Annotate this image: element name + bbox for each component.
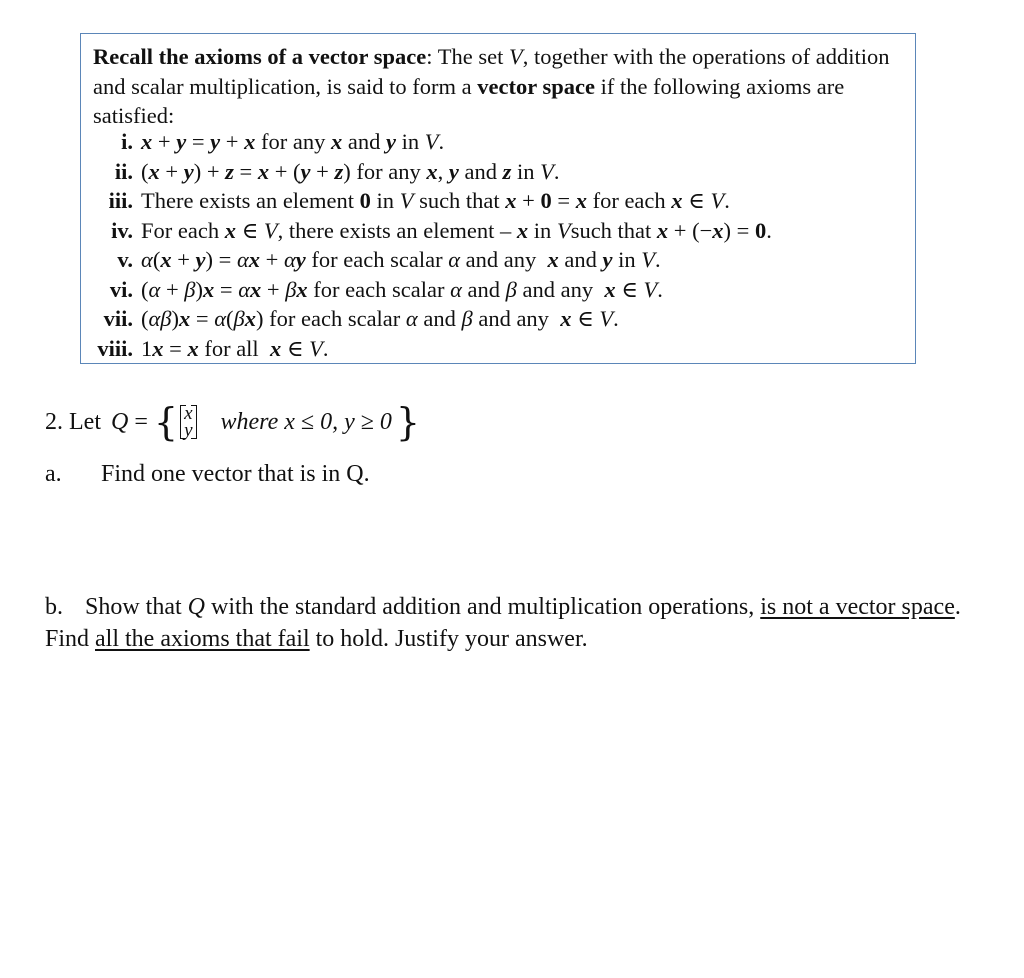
axiom-token: y: [183, 158, 194, 184]
axiom-token: for each: [586, 188, 672, 213]
axiom-token: α: [405, 306, 418, 331]
axiom-numeral: vii.: [103, 306, 133, 331]
axiom-token: ,: [437, 158, 449, 184]
axiom-token: x: [141, 129, 153, 154]
axiom-token: x: [269, 335, 282, 361]
axiom-token: x: [202, 276, 215, 302]
axiom-token: =: [214, 276, 239, 302]
axiom-text: [141, 275, 663, 305]
axiom-token: .: [613, 306, 619, 331]
axiom-token: 0: [540, 188, 552, 213]
axiom-token: y: [602, 247, 613, 272]
axiom-token: and: [417, 306, 462, 331]
axiom-token: ) =: [205, 247, 237, 272]
axiom-text: [141, 304, 619, 334]
axiom-token: and: [342, 129, 386, 154]
axiom-token: α: [448, 247, 460, 272]
axiom-token: x: [160, 247, 172, 272]
axioms-box: [80, 33, 916, 364]
axiom-token: .: [438, 129, 445, 154]
part-b-text: with the standard addition and multiplication operations,: [205, 594, 761, 620]
axiom-token: α: [148, 276, 161, 302]
set-definition: [110, 400, 421, 444]
axiom-token: V: [599, 306, 614, 331]
axiom-token: x: [296, 276, 308, 302]
axiom-token: V: [641, 247, 655, 272]
set-v: V: [508, 44, 523, 69]
axiom-token: x: [179, 306, 191, 331]
axiom-numeral: viii.: [97, 335, 133, 361]
axiom-token: in: [612, 247, 642, 272]
axiom-token: x: [250, 276, 262, 302]
axiom-token: V: [399, 188, 414, 213]
axiom-item: [81, 216, 911, 246]
axiom-token: α: [283, 247, 296, 272]
axiom-token: y: [195, 247, 206, 272]
axiom-token: .: [724, 188, 730, 213]
axiom-token: for all: [198, 335, 270, 361]
axiom-item: [81, 245, 911, 275]
intro-text: , together with the operations of addition and scalar multiplication, is said to form a: [93, 44, 890, 99]
axiom-token: For each: [141, 217, 225, 243]
axiom-token: x: [257, 158, 270, 184]
axiom-token: in: [370, 188, 400, 213]
axiom-token: and any: [460, 247, 548, 272]
axiom-numeral: v.: [117, 247, 133, 272]
part-b-q: Q: [187, 594, 206, 620]
axiom-token: and: [558, 247, 603, 272]
axiom-item: [81, 275, 911, 305]
axiom-token: =: [190, 306, 215, 331]
axiom-token: in: [528, 217, 557, 243]
axiom-token: x: [330, 129, 343, 154]
axiom-token: ): [195, 276, 203, 302]
axiom-token: V: [309, 335, 323, 361]
axiom-token: x: [575, 188, 587, 213]
axiom-token: (: [141, 306, 149, 331]
part-a-text: Find one vector that is in Q.: [101, 461, 370, 487]
axiom-token: x: [656, 217, 669, 243]
axiom-token: α: [450, 276, 462, 302]
axiom-token: y: [295, 247, 306, 272]
axiom-token: and any: [472, 306, 561, 331]
axiom-token: β: [184, 276, 196, 302]
problem-label: 2. Let: [45, 409, 101, 435]
axiom-token: ∈: [615, 276, 644, 302]
axiom-token: (: [141, 158, 149, 184]
axiom-list: [81, 127, 911, 363]
axiom-token: +: [160, 276, 185, 302]
intro-vector-space: vector space: [477, 73, 595, 99]
axiom-token: and: [461, 276, 506, 302]
axiom-item: [81, 304, 911, 334]
axiom-item: [81, 127, 911, 157]
axiom-token: V: [540, 158, 554, 184]
axiom-token: x: [244, 129, 256, 154]
axiom-token: x: [505, 188, 517, 213]
axiom-token: ) for any: [343, 158, 427, 184]
axiom-token: x: [516, 217, 529, 243]
underline-axioms-fail: all the axioms that fail: [95, 626, 310, 652]
axiom-token: ∈: [235, 217, 264, 243]
axiom-token: ∈: [571, 306, 600, 331]
axiom-item: [81, 186, 911, 216]
axiom-text: [141, 157, 560, 187]
axiom-token: ) for each scalar: [256, 306, 406, 331]
set-condition: where x ≤ 0, y ≥ 0: [220, 409, 392, 435]
axiom-token: +: [261, 276, 286, 302]
part-b: [45, 591, 1005, 655]
axiom-token: x: [244, 306, 257, 331]
axiom-token: +: [152, 129, 177, 154]
axiom-token: .: [655, 247, 661, 272]
axiom-token: =: [186, 129, 211, 154]
axiom-numeral: vi.: [109, 276, 133, 302]
axiom-token: 1: [141, 335, 153, 361]
axiom-token: y: [176, 129, 187, 154]
axiom-item: [81, 157, 911, 187]
part-b-letter: b.: [45, 594, 63, 620]
axiom-numeral: iii.: [108, 188, 133, 213]
axiom-token: y: [448, 158, 459, 184]
vector-bottom: y: [184, 420, 193, 441]
axiom-token: V: [710, 188, 725, 213]
axiom-token: αβ: [148, 306, 172, 331]
axiom-token: x: [712, 217, 724, 243]
axiom-token: + (: [269, 158, 301, 184]
axiom-token: x: [671, 188, 683, 213]
axiom-token: β: [505, 276, 517, 302]
axiom-token: ∈: [682, 188, 711, 213]
axiom-token: +: [516, 188, 541, 213]
open-brace: {: [153, 400, 179, 444]
axiom-token: +: [260, 247, 284, 272]
axiom-token: V: [263, 217, 278, 243]
close-brace: }: [395, 400, 421, 444]
intro-text: : The set: [426, 44, 509, 69]
axiom-token: x: [224, 217, 236, 243]
axiom-token: +: [159, 158, 184, 184]
axiom-token: z: [225, 158, 234, 184]
axiom-token: ) +: [193, 158, 226, 184]
intro-heading: Recall the axioms of a vector space: [93, 44, 427, 69]
axiom-token: V: [424, 129, 439, 154]
axiom-token: V: [643, 276, 658, 302]
part-a: [45, 459, 370, 489]
axiom-token: for any: [255, 129, 331, 154]
axiom-token: 0: [359, 188, 371, 213]
axiom-token: There exists an element: [141, 188, 360, 213]
axiom-token: y: [385, 129, 396, 154]
axiom-token: , there exists an element –: [277, 217, 517, 243]
axiom-token: β: [233, 306, 245, 331]
axiom-token: + (−: [668, 217, 713, 243]
axiom-token: (: [152, 247, 161, 272]
part-b-text: . Find: [45, 594, 973, 652]
axiom-token: =: [551, 188, 576, 213]
axiom-token: (: [141, 276, 149, 302]
axiom-token: .: [657, 276, 663, 302]
axiom-token: x: [604, 276, 616, 302]
underline-not-vector-space: is not a vector space: [760, 594, 955, 620]
axiom-numeral: ii.: [114, 158, 133, 184]
axiom-token: +: [220, 129, 245, 154]
axiom-token: 0: [754, 217, 767, 243]
problem-statement: [45, 400, 421, 444]
axiom-text: [141, 216, 772, 246]
axiom-token: x: [148, 158, 160, 184]
axiom-token: such that: [413, 188, 506, 213]
axiom-token: such that: [570, 217, 657, 243]
axiom-token: x: [187, 335, 199, 361]
axiom-token: z: [502, 158, 512, 184]
axiom-text: [141, 186, 730, 216]
axiom-token: and: [458, 158, 503, 184]
axiom-token: ) =: [723, 217, 755, 243]
axiom-token: ): [171, 306, 180, 331]
part-b-text: to hold. Justify your answer.: [309, 626, 588, 652]
vector-top: x: [184, 403, 193, 424]
axiom-text: [141, 334, 328, 364]
axiom-token: x: [152, 335, 164, 361]
axiom-token: +: [310, 158, 335, 184]
axiom-token: =: [163, 335, 188, 361]
column-vector: [180, 405, 196, 439]
axiom-token: in: [511, 158, 541, 184]
axiom-item: [81, 334, 911, 364]
axioms-intro: [93, 42, 905, 131]
axiom-token: .: [553, 158, 560, 184]
part-a-letter: a.: [45, 461, 62, 487]
axiom-text: [141, 127, 444, 157]
axiom-token: y: [210, 129, 221, 154]
axiom-numeral: i.: [121, 129, 133, 154]
axiom-token: =: [233, 158, 258, 184]
axiom-token: (: [226, 306, 234, 331]
equals-sign: =: [128, 409, 154, 435]
axiom-token: +: [171, 247, 196, 272]
intro-text: if the following axioms are satisfied:: [93, 73, 845, 128]
axiom-token: α: [141, 247, 153, 272]
axiom-token: α: [214, 306, 227, 331]
axiom-text: [141, 245, 661, 275]
axiom-token: in: [395, 129, 425, 154]
axiom-numeral: iv.: [111, 217, 133, 243]
part-b-text: Show that: [85, 594, 188, 620]
axiom-token: y: [300, 158, 311, 184]
axiom-token: V: [556, 217, 571, 243]
axiom-token: .: [322, 335, 329, 361]
axiom-token: β: [461, 306, 473, 331]
axiom-token: for each scalar: [307, 276, 451, 302]
axiom-token: ∈: [281, 335, 310, 361]
axiom-token: z: [334, 158, 344, 184]
axiom-token: x: [547, 247, 559, 272]
axiom-token: for each scalar: [305, 247, 449, 272]
axiom-token: x: [426, 158, 438, 184]
axiom-token: α: [238, 276, 250, 302]
axiom-token: and any: [516, 276, 605, 302]
axiom-token: x: [248, 247, 261, 272]
axiom-token: x: [560, 306, 572, 331]
axiom-token: β: [285, 276, 297, 302]
axiom-token: α: [236, 247, 249, 272]
set-name: Q: [110, 409, 129, 435]
axiom-token: .: [766, 217, 772, 243]
